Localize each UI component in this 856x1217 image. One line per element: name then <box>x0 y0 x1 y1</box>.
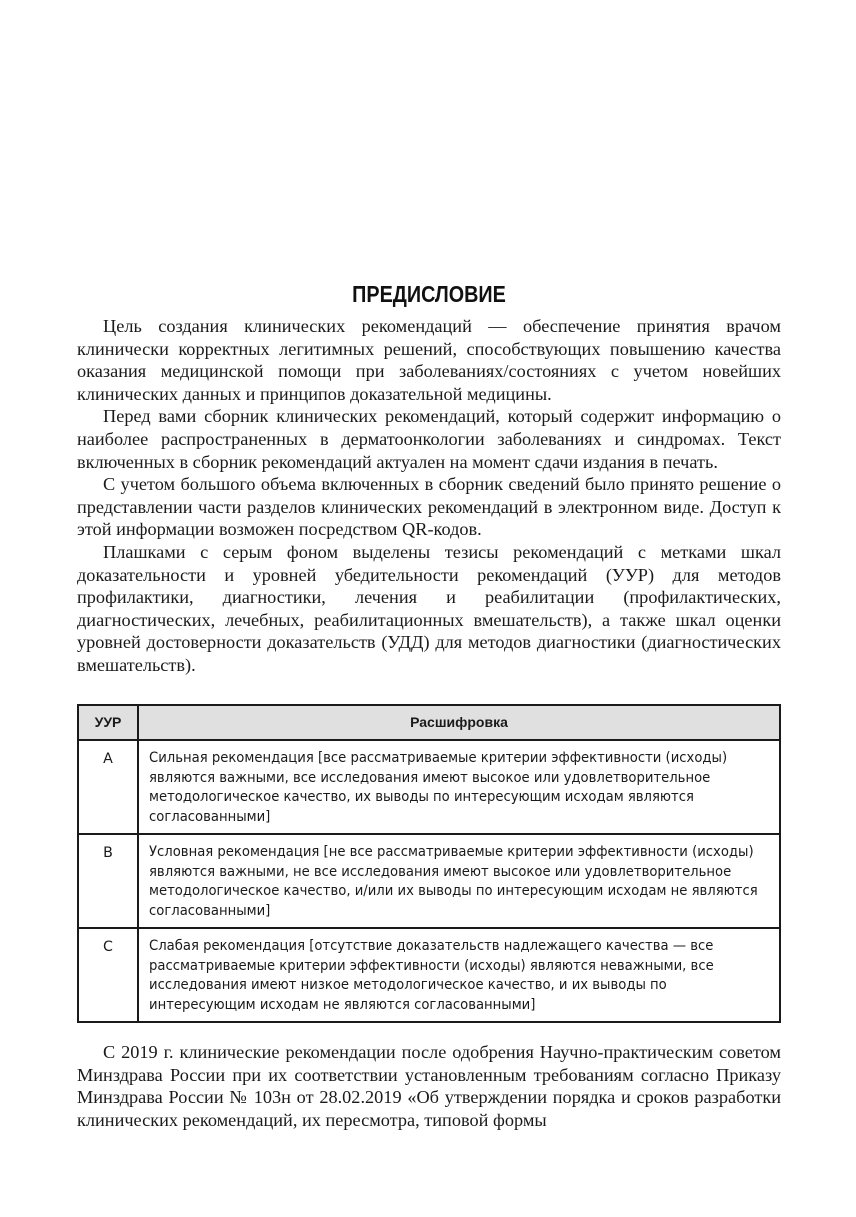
row-description-text: Условная рекомендация [не все рассматриваемые критерии эффективности (исходы) являются важными, не все исследования имеют высокое или удовлетворительное методологическое качество, и/или их выводы по интересующим исходам не являются согласованными] <box>149 844 758 919</box>
row-code: A <box>78 740 138 834</box>
header-description: Расшифровка <box>138 705 780 740</box>
paragraph-grey-plates: Плашками с серым фоном выделены тезисы рекомендаций с метками шкал доказательности и уровней убедительности рекомендаций (УУР) для методов профилактики, диагностики, лечения и реабилитации (профилактических, диагностических, лечебных, реабилитационных вмешательств), а также шкал оценки уровней достоверности доказательств (УДД) для методов диагностики (диагностических вмешательств). <box>77 541 781 675</box>
row-description <box>138 740 780 834</box>
uur-table <box>77 704 781 1023</box>
intro-section <box>77 315 781 677</box>
row-description <box>138 834 780 928</box>
row-description-text: Слабая рекомендация [отсутствие доказательств надлежащего качества — все рассматриваемые критерии эффективности (исходы) являются неважными, все исследования имеют низкое методологическое качество, и их выводы по интересующим исходам не являются согласованными] <box>149 938 714 1013</box>
table-header-row <box>78 705 780 740</box>
header-uur: УУР <box>78 705 138 740</box>
table-row <box>78 834 780 928</box>
row-code: C <box>78 928 138 1022</box>
paragraph-purpose: Цель создания клинических рекомендаций — обеспечение принятия врачом клинически корректных легитимных решений, способствующих повышению качества оказания медицинской помощи при заболеваниях/состояниях с учетом новейших клинических данных и принципов доказательной медицины. <box>77 316 781 404</box>
paragraph-collection: Перед вами сборник клинических рекомендаций, который содержит информацию о наиболее распространенных в дерматоонкологии заболеваниях и синдромах. Текст включенных в сборник рекомендаций актуален на момент сдачи издания в печать. <box>77 406 781 472</box>
table-row <box>78 740 780 834</box>
paragraph-electronic: С учетом большого объема включенных в сборник сведений было принято решение о представлении части разделов клинических рекомендаций в электронном виде. Доступ к этой информации возможен посредством QR-кодов. <box>77 474 781 540</box>
after-table-section <box>77 1041 781 1131</box>
row-code: B <box>78 834 138 928</box>
table-row <box>78 928 780 1022</box>
row-description <box>138 928 780 1022</box>
row-description-text: Сильная рекомендация [все рассматриваемые критерии эффективности (исходы) являются важными, все исследования имеют высокое или удовлетворительное методологическое качество, их выводы по интересующим исходам являются согласованными] <box>149 750 728 825</box>
page-title: ПРЕДИСЛОВИЕ <box>352 281 506 307</box>
paragraph-2019-order: С 2019 г. клинические рекомендации после одобрения Научно-практическим советом Минздрава России при их соответствии установленным требованиям согласно Приказу Минздрава России № 103н от 28.02.2019 «Об утверждении порядка и сроков разработки клинических рекомендаций, их пересмотра, типовой формы <box>77 1042 781 1130</box>
